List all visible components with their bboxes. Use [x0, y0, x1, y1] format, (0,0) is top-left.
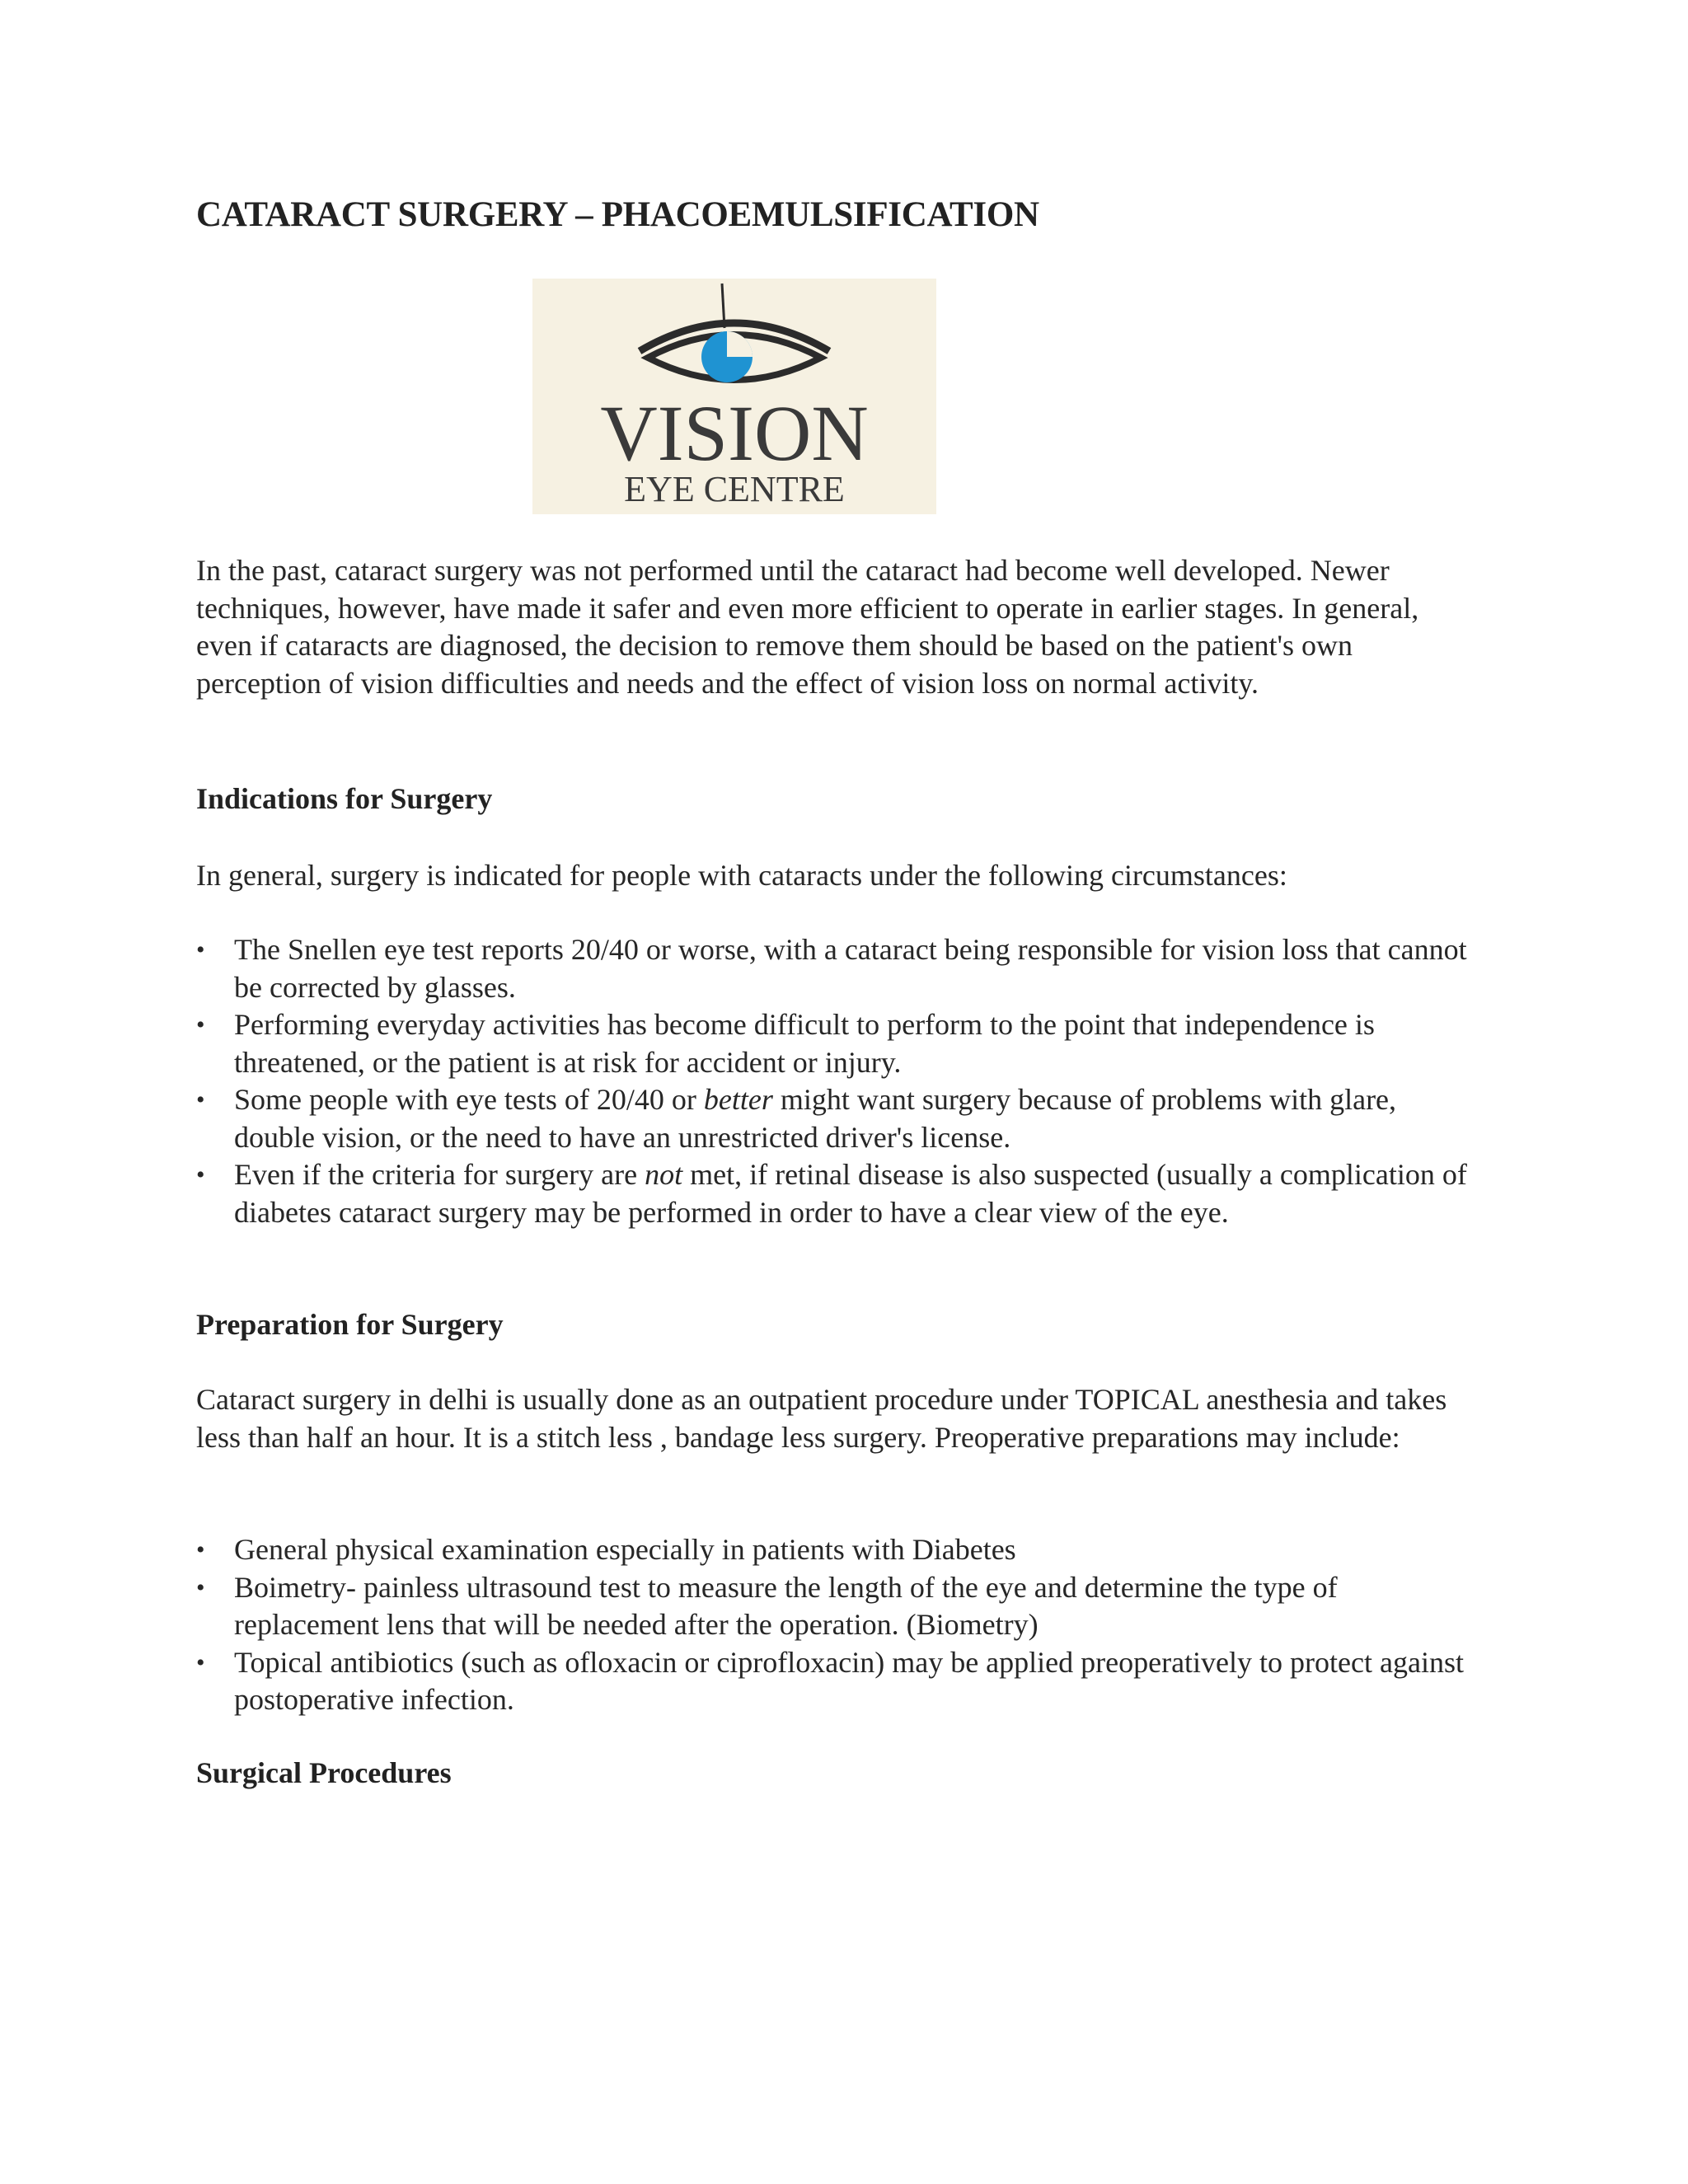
page-title: CATARACT SURGERY – PHACOEMULSIFICATION: [196, 195, 1039, 234]
vision-eye-centre-logo: [532, 279, 936, 514]
bullet-icon: •: [196, 1536, 205, 1563]
heading-procedures: Surgical Procedures: [196, 1756, 452, 1789]
list-item: [196, 1569, 1482, 1644]
intro-paragraph: In the past, cataract surgery was not performed until the cataract had become well developed. Newer techniques, however, have made it safer and even more efficient to operate in earlier stages. In general, even if cataracts are diagnosed, the decision to remove them should be based on the patient's own perception of vision difficulties and needs and the effect of vision loss on normal activity.: [196, 554, 1419, 700]
indications-lead: In general, surgery is indicated for people with cataracts under the following circumstances:: [196, 859, 1287, 892]
logo-word-vision: VISION: [600, 389, 869, 477]
bullet-icon: •: [196, 1011, 205, 1038]
list-item-text: Performing everyday activities has become difficult to perform to the point that independence is threatened, or the patient is at risk for accident or injury.: [234, 1008, 1375, 1079]
logo-word-eye-centre: EYE CENTRE: [624, 469, 845, 509]
bullet-icon: •: [196, 1086, 205, 1113]
list-item: [196, 1156, 1482, 1231]
emphasis-text: not: [645, 1158, 683, 1191]
bullet-icon: •: [196, 1161, 205, 1188]
list-item: [196, 1531, 1482, 1569]
list-item: [196, 1081, 1482, 1156]
bullet-icon: •: [196, 1648, 205, 1676]
list-item-text: Topical antibiotics (such as ofloxacin or ciprofloxacin) may be applied preoperatively to protect against postoperative infection.: [234, 1645, 1464, 1716]
indications-list: [196, 931, 1482, 1231]
list-item-text: General physical examination especially in patients with Diabetes: [234, 1533, 1016, 1566]
preparation-lead: Cataract surgery in delhi is usually done as an outpatient procedure under TOPICAL anesthesia and takes less than half an hour. It is a stitch less , bandage less surgery. Preoperative preparations may include:: [196, 1383, 1447, 1454]
preparation-list: [196, 1531, 1482, 1719]
list-item: [196, 1644, 1482, 1719]
heading-preparation: Preparation for Surgery: [196, 1308, 504, 1341]
list-item-text: The Snellen eye test reports 20/40 or worse, with a cataract being responsible for vision loss that cannot be corrected by glasses.: [234, 933, 1467, 1004]
list-item-text: Even if the criteria for surgery are: [234, 1158, 645, 1191]
eye-icon: [532, 279, 936, 514]
emphasis-text: better: [703, 1083, 773, 1116]
bullet-icon: •: [196, 936, 205, 963]
list-item-text: Some people with eye tests of 20/40 or: [234, 1083, 704, 1116]
list-item-text: might want surgery because of problems with glare, double vision, or the need to have an unrestricted driver's license.: [234, 1083, 1397, 1154]
heading-indications: Indications for Surgery: [196, 782, 493, 815]
list-item: [196, 931, 1482, 1006]
list-item-text: Boimetry- painless ultrasound test to measure the length of the eye and determine the type of replacement lens that will be needed after the operation. (Biometry): [234, 1570, 1338, 1641]
list-item: [196, 1006, 1482, 1081]
bullet-icon: •: [196, 1573, 205, 1601]
list-item-text: met, if retinal disease is also suspected (usually a complication of diabetes cataract surgery may be performed in order to have a clear view of the eye.: [234, 1158, 1467, 1229]
